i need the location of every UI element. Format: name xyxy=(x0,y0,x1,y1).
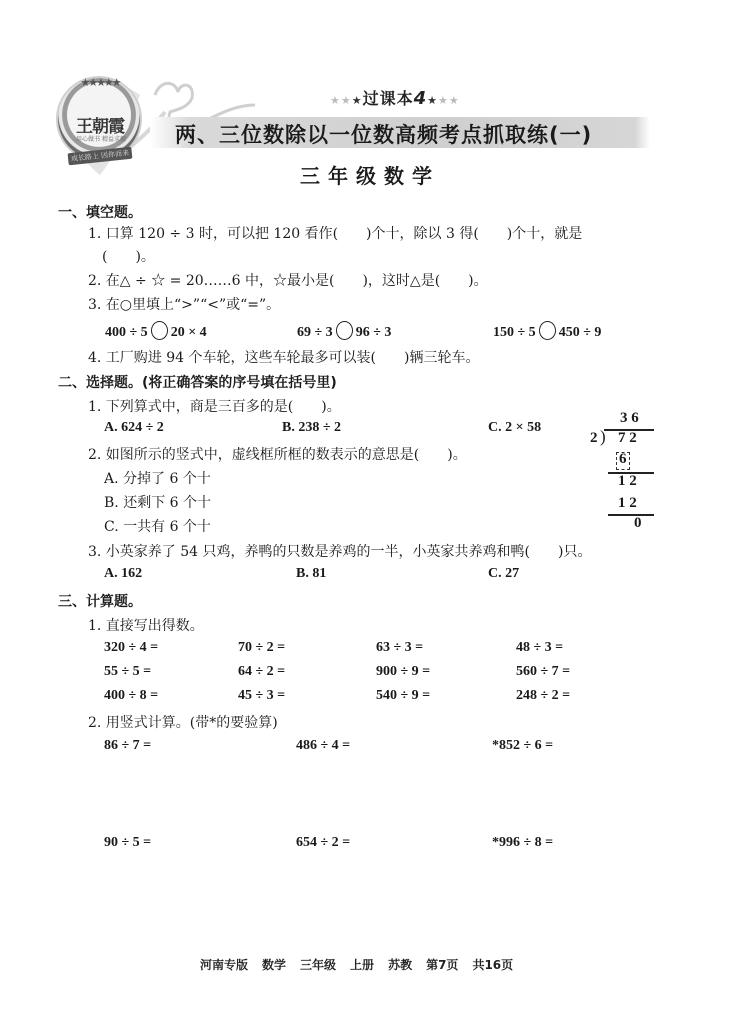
question-1-2: 2. 在△ ÷ ☆ = 20……6 中，☆最小是( )，这时△是( )。 xyxy=(88,273,488,289)
question-1-3: 3. 在○里填上“>”“<”或“=”。 xyxy=(88,297,281,313)
compare-item-1 xyxy=(105,321,207,341)
step-highlighted: 6 xyxy=(619,451,627,467)
badge-number: 4 xyxy=(413,88,428,109)
question-1-1: 1. 口算 120 ÷ 3 时，可以把 120 看作( )个十，除以 3 得( )个十，就是 xyxy=(88,226,583,242)
oral-calc-item: 70 ÷ 2 = xyxy=(238,640,286,655)
compare-circle-blank[interactable] xyxy=(336,321,353,340)
option-c: C. 2 × 58 xyxy=(488,420,542,435)
footer-volume: 上册 xyxy=(350,958,375,972)
quotient: 3 6 xyxy=(620,410,639,426)
section-heading-calc: 三、计算题。 xyxy=(58,594,142,610)
option-a: A. 分掉了 6 个十 xyxy=(104,471,211,487)
option-b: B. 238 ÷ 2 xyxy=(282,420,342,435)
vertical-calc-item: *996 ÷ 8 = xyxy=(492,835,554,850)
footer-subject: 数学 xyxy=(262,958,287,972)
question-3-2: 2. 用竖式计算。(带*的要验算) xyxy=(88,715,278,731)
oral-calc-item: 560 ÷ 7 = xyxy=(516,664,571,679)
compare-right: 450 ÷ 9 xyxy=(558,325,602,340)
footer-page-total: 共16页 xyxy=(472,958,514,972)
page-title: 两、三位数除以一位数高频考点抓取练(一) xyxy=(175,123,593,147)
oral-calc-item: 400 ÷ 8 = xyxy=(104,688,159,703)
question-1-1-cont: ( )。 xyxy=(102,249,155,265)
oral-calc-item: 320 ÷ 4 = xyxy=(104,640,159,655)
compare-item-3 xyxy=(493,321,601,341)
compare-circle-blank[interactable] xyxy=(151,321,168,340)
compare-circle-blank[interactable] xyxy=(539,321,556,340)
step-3: 1 2 xyxy=(618,495,637,511)
page-footer xyxy=(200,956,527,973)
compare-left: 69 ÷ 3 xyxy=(297,325,333,340)
footer-grade: 三年级 xyxy=(300,958,337,972)
star-icon: ★ xyxy=(427,94,439,107)
divisor: 2 xyxy=(590,430,598,446)
dividend: 7 2 xyxy=(618,430,637,446)
compare-right: 96 ÷ 3 xyxy=(355,325,392,340)
vertical-calc-item: 654 ÷ 2 = xyxy=(296,835,351,850)
vertical-calc-item: *852 ÷ 6 = xyxy=(492,738,554,753)
badge-label: 过课本 xyxy=(362,89,414,108)
vertical-calc-item: 486 ÷ 4 = xyxy=(296,738,351,753)
question-2-3: 3. 小英家养了 54 只鸡，养鸭的只数是养鸡的一半，小英家共养鸡和鸭( )只。 xyxy=(88,544,592,560)
oral-calc-item: 48 ÷ 3 = xyxy=(516,640,564,655)
long-division-diagram xyxy=(590,410,660,535)
question-2-1: 1. 下列算式中，商是三百多的是( )。 xyxy=(88,399,341,415)
section-heading-choice: 二、选择题。(将正确答案的序号填在括号里) xyxy=(58,375,337,391)
option-c: C. 27 xyxy=(488,566,520,581)
vertical-calc-item: 90 ÷ 5 = xyxy=(104,835,152,850)
question-3-1: 1. 直接写出得数。 xyxy=(88,618,204,634)
remainder: 0 xyxy=(634,515,642,531)
option-a: A. 162 xyxy=(104,566,143,581)
oral-calc-item: 248 ÷ 2 = xyxy=(516,688,571,703)
question-1-4: 4. 工厂购进 94 个车轮，这些车轮最多可以装( )辆三轮车。 xyxy=(88,350,480,366)
page-subtitle: 三年级数学 xyxy=(300,164,440,188)
oral-calc-item: 63 ÷ 3 = xyxy=(376,640,424,655)
oral-calc-item: 64 ÷ 2 = xyxy=(238,664,286,679)
oral-calc-item: 45 ÷ 3 = xyxy=(238,688,286,703)
question-2-2: 2. 如图所示的竖式中，虚线框所框的数表示的意思是( )。 xyxy=(88,447,467,463)
oral-calc-item: 540 ÷ 9 = xyxy=(376,688,431,703)
division-bracket: ) xyxy=(600,427,606,446)
option-c: C. 一共有 6 个十 xyxy=(104,519,211,535)
oral-calc-item: 900 ÷ 9 = xyxy=(376,664,431,679)
star-icon: ★★ xyxy=(330,94,352,107)
compare-left: 150 ÷ 5 xyxy=(493,325,536,340)
compare-item-2 xyxy=(297,321,391,341)
footer-edition: 河南专版 xyxy=(200,958,249,972)
section-heading-fill-blank: 一、填空题。 xyxy=(58,205,142,221)
brand-logo-banner: 成长路上 因你而来 xyxy=(68,147,133,166)
level-badge xyxy=(330,86,460,109)
option-b: B. 还剩下 6 个十 xyxy=(104,495,211,511)
option-a: A. 624 ÷ 2 xyxy=(104,420,164,435)
crown-icon: ★★★★★ xyxy=(80,76,120,89)
star-icon: ★ xyxy=(351,94,363,107)
footer-publisher: 苏教 xyxy=(388,958,413,972)
brand-logo-text: 王朝霞 xyxy=(76,117,124,137)
compare-right: 20 × 4 xyxy=(170,325,207,340)
option-b: B. 81 xyxy=(296,566,327,581)
star-icon: ★★ xyxy=(438,94,460,107)
footer-page-number: 第7页 xyxy=(426,958,459,972)
brand-logo-sub: 用心做书 精益求精 xyxy=(76,136,126,143)
vertical-calc-item: 86 ÷ 7 = xyxy=(104,738,152,753)
compare-left: 400 ÷ 5 xyxy=(105,325,148,340)
step-2: 1 2 xyxy=(618,473,637,489)
oral-calc-item: 55 ÷ 5 = xyxy=(104,664,152,679)
